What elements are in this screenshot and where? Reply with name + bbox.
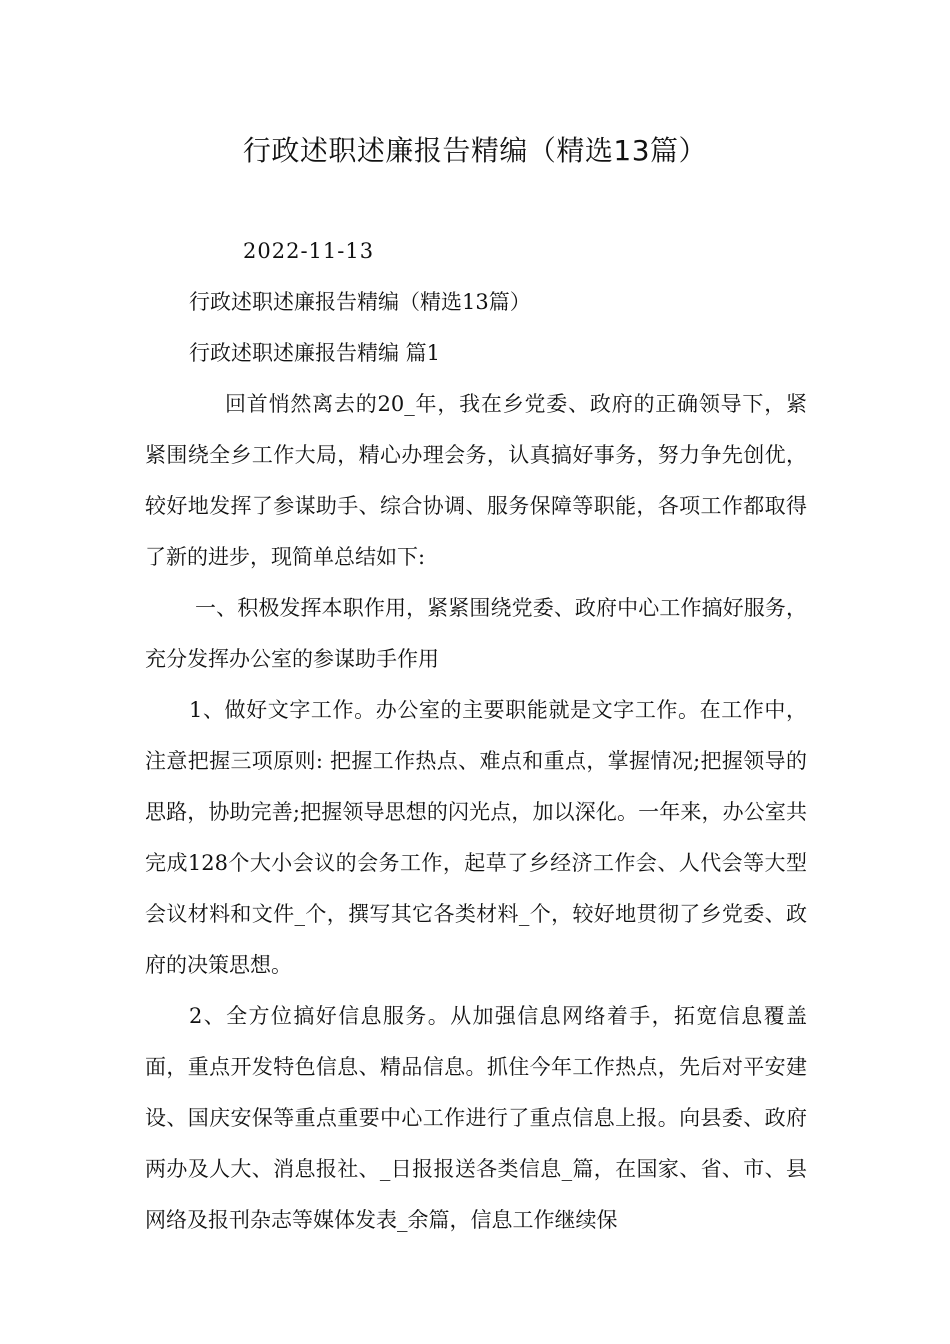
section-heading-paragraph: 一、积极发挥本职作用，紧紧围绕党委、政府中心工作搞好服务，充分发挥办公室的参谋助手作用 xyxy=(145,596,807,671)
intro-paragraph: 回首悄然离去的20_年，我在乡党委、政府的正确领导下，紧紧围绕全乡工作大局，精心办理会务，认真搞好事务，努力争先创优，较好地发挥了参谋助手、综合协调、服务保障等职能，各项工作都取得了新的进步，现简单总结如下: xyxy=(145,392,807,569)
document-subtitle: 行政述职述廉报告精编（精选13篇） xyxy=(189,290,531,314)
document-date: 2022-11-13 xyxy=(243,239,375,263)
item-paragraph-2: 2、全方位搞好信息服务。从加强信息网络着手，拓宽信息覆盖面，重点开发特色信息、精品信息。抓住今年工作热点，先后对平安建设、国庆安保等重点重要中心工作进行了重点信息上报。向县委、政府两办及人大、消息报社、_日报报送各类信息_篇，在国家、省、市、县网络及报刊杂志等媒体发表_余篇，信息工作继续保 xyxy=(145,1004,807,1232)
chapter-heading: 行政述职述廉报告精编 篇1 xyxy=(189,341,441,365)
document-title: 行政述职述廉报告精编（精选13篇） xyxy=(242,134,708,167)
item-paragraph-1: 1、做好文字工作。办公室的主要职能就是文字工作。在工作中，注意把握三项原则: 把握工作热点、难点和重点，掌握情况;把握领导的思路，协助完善;把握领导思想的闪光点，加以深化。一年来，办公室共完成128个大小会议的会务工作，起草了乡经济工作会、人代会等大型会议材料和文件_个，撰写其它各类材料_个，较好地贯彻了乡党委、政府的决策思想。 xyxy=(145,698,807,977)
